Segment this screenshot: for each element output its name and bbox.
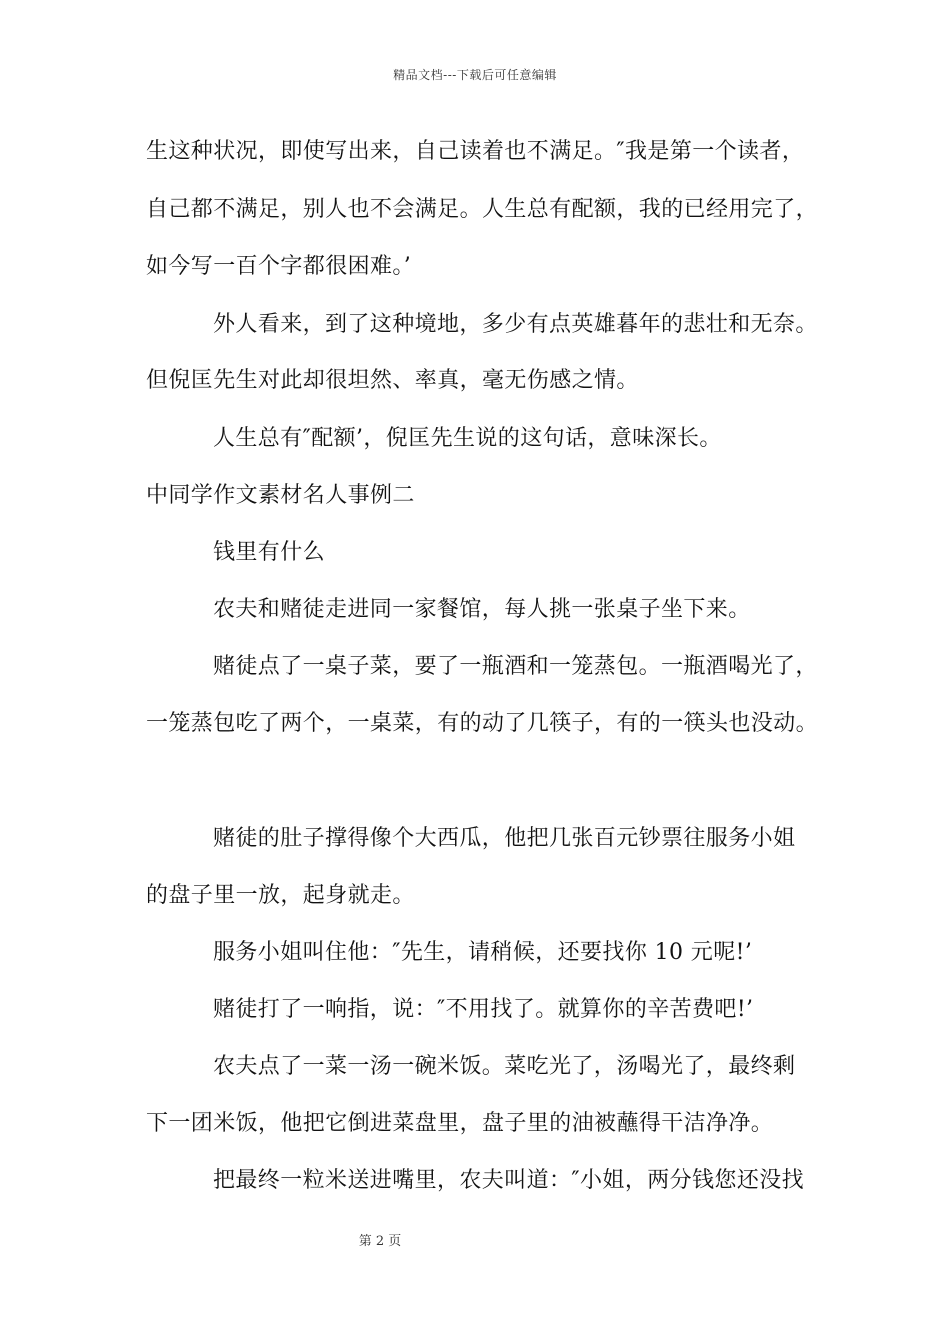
body-line-4: 外人看来，到了这种境地，多少有点英雄暮年的悲壮和无奈。: [213, 312, 818, 337]
body-line-12: 赌徒的肚子撑得像个大西瓜，他把几张百元钞票往服务小姐: [213, 826, 796, 851]
body-line-10: 赌徒点了一桌子菜，要了一瓶酒和一笼蒸包。一瓶酒喝光了，: [213, 654, 818, 679]
body-line-11: 一笼蒸包吃了两个，一桌菜，有的动了几筷子，有的一筷头也没动。: [146, 711, 819, 736]
body-line-3: 如今写一百个字都很困难。’: [146, 254, 412, 279]
body-line-2: 自己都不满足，别人也不会满足。人生总有配额，我的已经用完了，: [146, 197, 819, 222]
body-line-15: 赌徒打了一响指，说：″不用找了。就算你的辛苦费吧!’: [213, 997, 754, 1022]
section-heading: 中同学作文素材名人事例二: [146, 483, 415, 508]
article-title: 钱里有什么: [213, 540, 326, 565]
body-line-1: 生这种状况，即使写出来，自己读着也不满足。″我是第一个读者，: [146, 139, 805, 164]
body-line-6: 人生总有″配额’，倪匡先生说的这句话，意味深长。: [213, 426, 722, 451]
body-line-18: 把最终一粒米送进嘴里，农夫叫道：″小姐，两分钱您还没找: [213, 1168, 805, 1193]
page-footer: 第 2 页: [358, 1234, 402, 1249]
body-line-13: 的盘子里一放，起身就走。: [146, 883, 415, 908]
page-header: 精品文档---下载后可任意编辑: [393, 68, 557, 82]
body-line-9: 农夫和赌徒走进同一家餐馆，每人挑一张桌子坐下来。: [213, 597, 751, 622]
body-line-16: 农夫点了一菜一汤一碗米饭。菜吃光了，汤喝光了，最终剩: [213, 1054, 796, 1079]
body-line-5: 但倪匡先生对此却很坦然、率真，毫无伤感之情。: [146, 368, 639, 393]
body-line-14: 服务小姐叫住他：″先生，请稍候，还要找你 10 元呢!’: [213, 940, 753, 965]
body-line-17: 下一团米饭，他把它倒进菜盘里，盘子里的油被蘸得干洁净净。: [146, 1111, 774, 1136]
